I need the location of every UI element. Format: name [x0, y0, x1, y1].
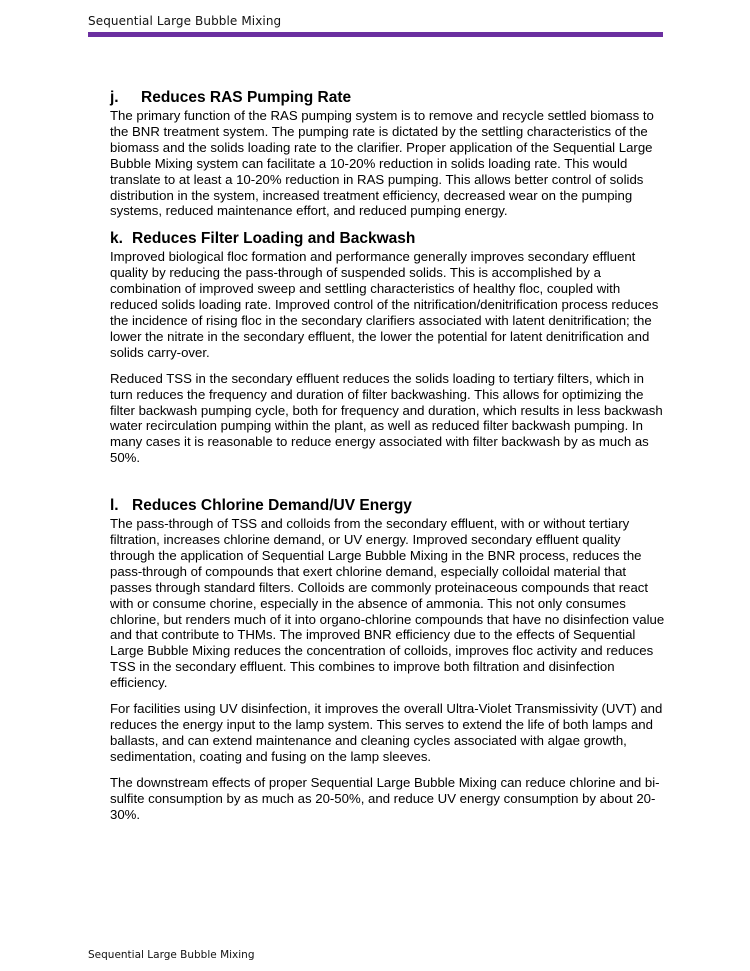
paragraph: Improved biological floc formation and performance generally improves secondary effluent quality by reducing the pass-through of suspended solids. This is accomplished by a combination of improved sweep and settling characteristics of healthy floc, coupled with reduced solids loading rate. Improved control of the nitrification/denitrification process reduces the incidence of rising floc in the secondary clarifiers associated with latent denitrification; the lower the nitrate in the secondary effluent, the lower the potential for latent denitrification and solids carry-over. — [110, 249, 659, 360]
section-k — [110, 229, 665, 466]
page-footer-text: Sequential Large Bubble Mixing — [88, 949, 255, 961]
section-title-text: Reduces Filter Loading and Backwash — [132, 230, 416, 248]
section-letter: j. — [110, 89, 119, 106]
paragraph: For facilities using UV disinfection, it improves the overall Ultra-Violet Transmissivity (UVT) and reduces the energy input to the lamp system. This serves to extend the life of both lamps and ballasts, and can extend maintenance and cleaning cycles associated with algae growth, sedimentation, coating and fusing on the lamp sleeves. — [110, 701, 663, 764]
paragraph: The pass-through of TSS and colloids from the secondary effluent, with or without tertiary filtration, increases chlorine demand, or UV energy. Improved secondary effluent quality through the application of Sequential Large Bubble Mixing in the BNR process, reduces the pass-through of compounds that exert chlorine demand, especially colloidal material that passes through standard filters. Colloids are commonly proteinaceous compounds that react with or consume chorine, especially in the absence of ammonia. This not only consumes chlorine, but renders much of it into organo-chlorine compounds that have no disinfection value and that contribute to THMs. The improved BNR efficiency due to the effects of Sequential Large Bubble Mixing reduces the concentration of colloids, improves floc activity and reduces TSS in the secondary effluent. This combines to improve both filtration and disinfection efficiency. — [110, 516, 665, 691]
paragraph: The downstream effects of proper Sequential Large Bubble Mixing can reduce chlorine and bi-sulfite consumption by as much as 20-50%, and reduce UV energy consumption by about 20-30%. — [110, 774, 660, 822]
section-letter: k. — [110, 230, 123, 248]
paragraph: Reduced TSS in the secondary effluent reduces the solids loading to tertiary filters, which in turn reduces the frequency and duration of filter backwashing. This allows for optimizing the filter backwash pumping cycle, both for frequency and duration, which results in less backwash water recirculation pumping within the plant, as well as reduced filter backwash pumping. In many cases it is reasonable to reduce energy associated with filter backwash by as much as 50%. — [110, 370, 663, 466]
section-l — [110, 496, 665, 822]
header-divider — [88, 32, 663, 37]
section-j — [110, 88, 665, 219]
section-title-text: Reduces Chlorine Demand/UV Energy — [132, 497, 412, 515]
page-header-title: Sequential Large Bubble Mixing — [88, 14, 282, 28]
section-heading — [110, 496, 665, 515]
document-body — [110, 88, 665, 832]
section-heading — [110, 229, 665, 248]
paragraph: The primary function of the RAS pumping system is to remove and recycle settled biomass to the BNR treatment system. The pumping rate is dictated by the settling characteristics of the biomass and the solids loading rate to the clarifier. Proper application of the Sequential Large Bubble Mixing system can facilitate a 10-20% reduction in solids loading rate. This would translate to at least a 10-20% reduction in RAS pumping. This allows better control of solids distribution in the system, increased treatment efficiency, decreased wear on the pumping systems, reduced maintenance effort, and reduced pumping energy. — [110, 108, 654, 219]
section-heading — [110, 88, 665, 107]
section-letter: l. — [110, 497, 119, 515]
section-title-text: Reduces RAS Pumping Rate — [141, 89, 352, 106]
